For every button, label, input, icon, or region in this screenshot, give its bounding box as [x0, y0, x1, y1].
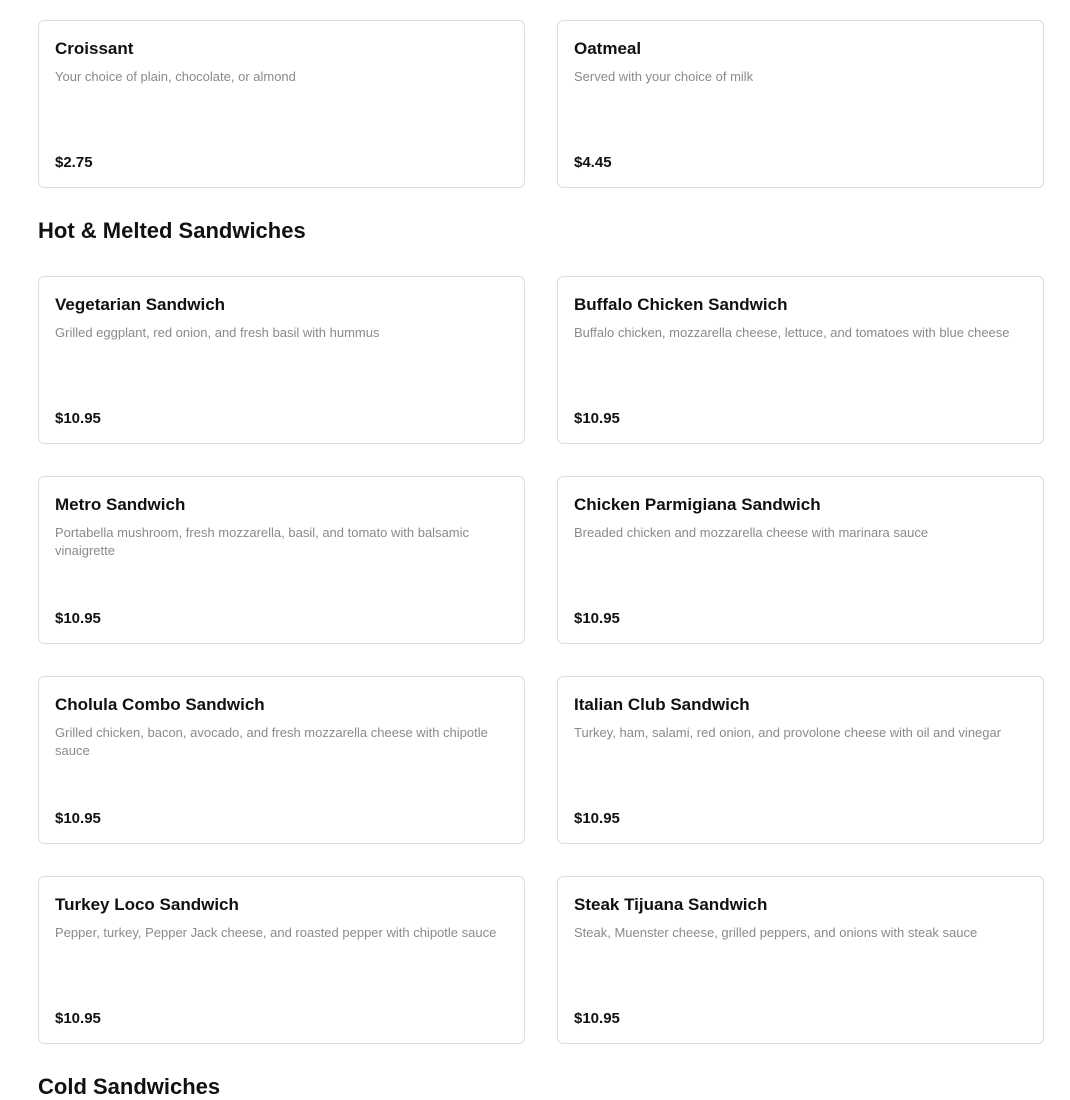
- menu-item-card[interactable]: [38, 876, 525, 1044]
- menu-item-description: Grilled eggplant, red onion, and fresh basil with hummus: [55, 325, 380, 340]
- menu-container: [38, 20, 1044, 1100]
- menu-item-description: Your choice of plain, chocolate, or almond: [55, 69, 296, 84]
- menu-item-card[interactable]: [557, 20, 1044, 188]
- menu-item-description: Pepper, turkey, Pepper Jack cheese, and roasted pepper with chipotle sauce: [55, 925, 497, 940]
- menu-item-description: Grilled chicken, bacon, avocado, and fresh mozzarella cheese with chipotle sauce: [55, 725, 488, 758]
- menu-item-price: $10.95: [55, 1010, 101, 1027]
- menu-item-name: Vegetarian Sandwich: [55, 295, 226, 314]
- hot-sandwiches-grid: [38, 276, 1044, 1044]
- menu-item-price: $10.95: [55, 810, 101, 827]
- menu-item-price: $2.75: [55, 154, 93, 171]
- menu-item-description: Turkey, ham, salami, red onion, and provolone cheese with oil and vinegar: [574, 725, 1002, 740]
- breakfast-grid: [38, 20, 1044, 188]
- menu-item-description: Buffalo chicken, mozzarella cheese, lettuce, and tomatoes with blue cheese: [574, 325, 1010, 340]
- menu-item-name: Italian Club Sandwich: [574, 695, 750, 714]
- menu-item-card[interactable]: [38, 276, 525, 444]
- menu-item-name: Steak Tijuana Sandwich: [574, 895, 768, 914]
- menu-item-name: Chicken Parmigiana Sandwich: [574, 495, 821, 514]
- menu-item-price: $10.95: [574, 810, 620, 827]
- section-title-cold-sandwiches: Cold Sandwiches: [38, 1074, 221, 1099]
- menu-item-price: $10.95: [55, 610, 101, 627]
- menu-item-price: $10.95: [574, 1010, 620, 1027]
- menu-item-price: $10.95: [574, 610, 620, 627]
- menu-item-card[interactable]: [38, 20, 525, 188]
- section-title-hot-sandwiches: Hot & Melted Sandwiches: [38, 218, 306, 243]
- menu-item-name: Croissant: [55, 39, 134, 58]
- menu-item-card[interactable]: [38, 476, 525, 644]
- menu-item-name: Cholula Combo Sandwich: [55, 695, 265, 714]
- menu-item-price: $4.45: [574, 154, 612, 171]
- menu-item-description: Served with your choice of milk: [574, 69, 754, 84]
- menu-item-name: Oatmeal: [574, 39, 642, 58]
- menu-item-name: Turkey Loco Sandwich: [55, 895, 239, 914]
- menu-item-card[interactable]: [557, 876, 1044, 1044]
- menu-item-card[interactable]: [557, 676, 1044, 844]
- menu-item-name: Buffalo Chicken Sandwich: [574, 295, 788, 314]
- menu-item-card[interactable]: [557, 476, 1044, 644]
- menu-item-description: Breaded chicken and mozzarella cheese with marinara sauce: [574, 525, 929, 540]
- menu-item-card[interactable]: [557, 276, 1044, 444]
- menu-item-price: $10.95: [574, 410, 620, 427]
- menu-item-name: Metro Sandwich: [55, 495, 186, 514]
- menu-item-description: Steak, Muenster cheese, grilled peppers, and onions with steak sauce: [574, 925, 978, 940]
- menu-item-card[interactable]: [38, 676, 525, 844]
- menu-item-description: Portabella mushroom, fresh mozzarella, basil, and tomato with balsamic vinaigrette: [55, 525, 470, 558]
- menu-item-price: $10.95: [55, 410, 101, 427]
